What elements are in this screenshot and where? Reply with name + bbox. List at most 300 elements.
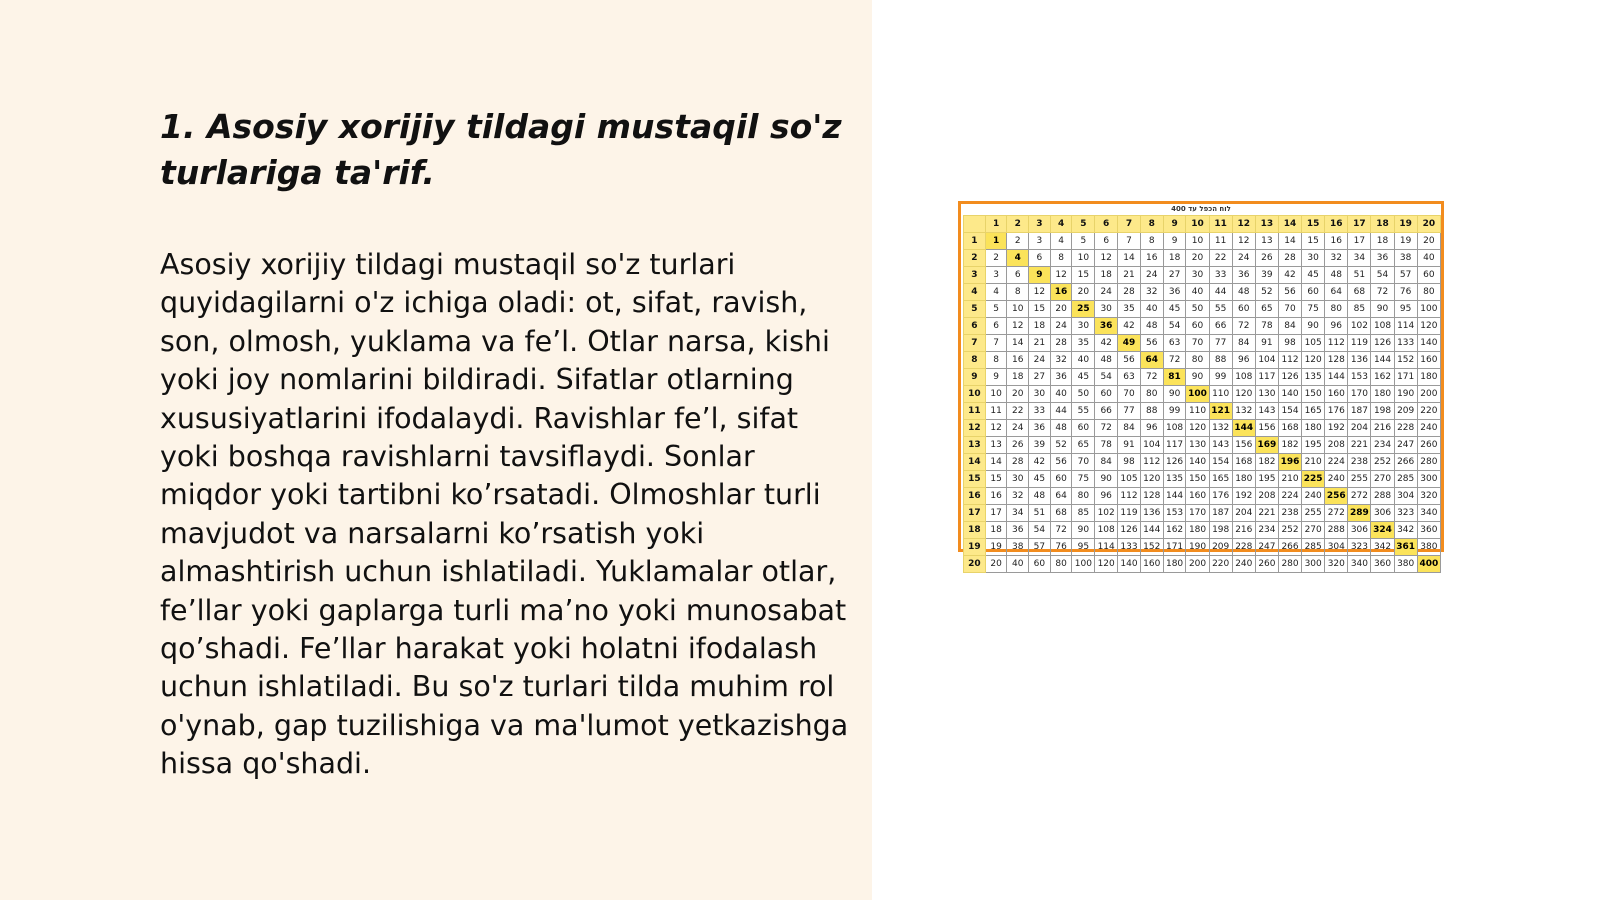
table-cell: 78 <box>1255 318 1278 335</box>
table-cell: 120 <box>1140 471 1163 488</box>
table-cell: 32 <box>1007 488 1029 505</box>
table-cell: 180 <box>1302 420 1325 437</box>
table-cell: 60 <box>1029 556 1051 573</box>
table-cell: 192 <box>1325 420 1348 437</box>
table-cell: 152 <box>1140 539 1163 556</box>
table-cell: 51 <box>1029 505 1051 522</box>
table-cell: 80 <box>1417 284 1440 301</box>
table-cell: 15 <box>1029 301 1051 318</box>
table-cell: 90 <box>1095 471 1118 488</box>
table-cell: 14 <box>985 454 1007 471</box>
table-cell: 21 <box>1118 267 1141 284</box>
table-cell: 75 <box>1072 471 1095 488</box>
table-cell: 153 <box>1163 505 1186 522</box>
table-cell: 255 <box>1348 471 1371 488</box>
table-cell: 35 <box>1072 335 1095 352</box>
table-cell: 12 <box>1095 250 1118 267</box>
table-cell: 228 <box>1394 420 1417 437</box>
table-cell: 4 <box>1007 250 1029 267</box>
table-cell: 216 <box>1232 522 1255 539</box>
table-cell: 165 <box>1302 403 1325 420</box>
table-cell: 21 <box>1029 335 1051 352</box>
table-cell: 70 <box>1118 386 1141 403</box>
table-cell: 209 <box>1209 539 1232 556</box>
table-cell: 110 <box>1209 386 1232 403</box>
table-cell: 40 <box>1072 352 1095 369</box>
table-cell: 136 <box>1348 352 1371 369</box>
table-cell: 221 <box>1348 437 1371 454</box>
table-cell: 240 <box>1417 420 1440 437</box>
table-row-header: 9 <box>964 369 986 386</box>
table-cell: 56 <box>1118 352 1141 369</box>
table-row <box>964 488 1441 505</box>
table-cell: 90 <box>1302 318 1325 335</box>
slide-title: 1. Asosiy xorijiy tildagi mustaqil so'z turlariga ta'rif. <box>160 107 842 192</box>
table-cell: 20 <box>1186 250 1209 267</box>
table-cell: 204 <box>1348 420 1371 437</box>
table-cell: 8 <box>1140 233 1163 250</box>
table-cell: 210 <box>1302 454 1325 471</box>
table-cell: 60 <box>1232 301 1255 318</box>
table-column-header: 2 <box>1007 216 1029 233</box>
table-cell: 84 <box>1232 335 1255 352</box>
table-cell: 95 <box>1072 539 1095 556</box>
table-cell: 323 <box>1394 505 1417 522</box>
table-cell: 108 <box>1371 318 1394 335</box>
table-cell: 91 <box>1255 335 1278 352</box>
table-cell: 80 <box>1140 386 1163 403</box>
table-cell: 220 <box>1209 556 1232 573</box>
table-column-header: 6 <box>1095 216 1118 233</box>
table-cell: 20 <box>1050 301 1072 318</box>
table-cell: 11 <box>1209 233 1232 250</box>
table-cell: 280 <box>1417 454 1440 471</box>
table-row <box>964 267 1441 284</box>
table-cell: 27 <box>1163 267 1186 284</box>
table-cell: 8 <box>985 352 1007 369</box>
table-cell: 40 <box>1050 386 1072 403</box>
table-cell: 64 <box>1325 284 1348 301</box>
table-cell: 260 <box>1417 437 1440 454</box>
table-cell: 156 <box>1232 437 1255 454</box>
table-cell: 10 <box>1186 233 1209 250</box>
table-corner-cell <box>964 216 986 233</box>
table-cell: 84 <box>1118 420 1141 437</box>
table-column-header: 14 <box>1278 216 1301 233</box>
table-row-header: 14 <box>964 454 986 471</box>
table-column-header: 13 <box>1255 216 1278 233</box>
table-cell: 176 <box>1209 488 1232 505</box>
table-cell: 3 <box>985 267 1007 284</box>
table-cell: 130 <box>1255 386 1278 403</box>
table-cell: 136 <box>1140 505 1163 522</box>
table-cell: 8 <box>1050 250 1072 267</box>
table-cell: 168 <box>1232 454 1255 471</box>
table-cell: 48 <box>1140 318 1163 335</box>
table-cell: 160 <box>1417 352 1440 369</box>
table-cell: 51 <box>1348 267 1371 284</box>
table-cell: 112 <box>1118 488 1141 505</box>
table-row-header: 4 <box>964 284 986 301</box>
table-cell: 15 <box>1302 233 1325 250</box>
table-column-header: 4 <box>1050 216 1072 233</box>
table-cell: 114 <box>1394 318 1417 335</box>
table-cell: 15 <box>985 471 1007 488</box>
table-cell: 10 <box>985 386 1007 403</box>
table-cell: 144 <box>1371 352 1394 369</box>
table-cell: 104 <box>1140 437 1163 454</box>
table-cell: 162 <box>1371 369 1394 386</box>
table-cell: 80 <box>1186 352 1209 369</box>
table-cell: 99 <box>1209 369 1232 386</box>
table-cell: 240 <box>1232 556 1255 573</box>
table-cell: 16 <box>985 488 1007 505</box>
table-row-header: 2 <box>964 250 986 267</box>
table-cell: 45 <box>1302 267 1325 284</box>
table-cell: 126 <box>1163 454 1186 471</box>
table-cell: 280 <box>1278 556 1301 573</box>
table-column-header: 5 <box>1072 216 1095 233</box>
table-row <box>964 556 1441 573</box>
table-cell: 26 <box>1007 437 1029 454</box>
table-cell: 70 <box>1278 301 1301 318</box>
table-cell: 285 <box>1394 471 1417 488</box>
table-cell: 60 <box>1050 471 1072 488</box>
table-cell: 70 <box>1072 454 1095 471</box>
table-cell: 24 <box>1140 267 1163 284</box>
table-cell: 54 <box>1029 522 1051 539</box>
table-cell: 96 <box>1095 488 1118 505</box>
table-cell: 238 <box>1278 505 1301 522</box>
table-cell: 72 <box>1371 284 1394 301</box>
table-cell: 361 <box>1394 539 1417 556</box>
table-cell: 120 <box>1186 420 1209 437</box>
table-cell: 36 <box>1163 284 1186 301</box>
table-cell: 9 <box>1029 267 1051 284</box>
table-cell: 95 <box>1394 301 1417 318</box>
table-cell: 180 <box>1417 369 1440 386</box>
table-cell: 208 <box>1325 437 1348 454</box>
table-cell: 225 <box>1302 471 1325 488</box>
table-cell: 272 <box>1348 488 1371 505</box>
table-cell: 228 <box>1232 539 1255 556</box>
table-cell: 64 <box>1050 488 1072 505</box>
table-cell: 162 <box>1163 522 1186 539</box>
table-cell: 112 <box>1140 454 1163 471</box>
table-row <box>964 250 1441 267</box>
table-cell: 45 <box>1163 301 1186 318</box>
table-cell: 18 <box>1163 250 1186 267</box>
table-cell: 45 <box>1029 471 1051 488</box>
table-row-header: 8 <box>964 352 986 369</box>
table-cell: 156 <box>1255 420 1278 437</box>
table-cell: 240 <box>1325 471 1348 488</box>
table-row <box>964 318 1441 335</box>
table-cell: 40 <box>1186 284 1209 301</box>
table-cell: 24 <box>1029 352 1051 369</box>
table-cell: 38 <box>1394 250 1417 267</box>
table-cell: 340 <box>1348 556 1371 573</box>
table-cell: 105 <box>1118 471 1141 488</box>
table-cell: 6 <box>1029 250 1051 267</box>
table-cell: 2 <box>1007 233 1029 250</box>
table-cell: 144 <box>1140 522 1163 539</box>
table-column-header: 8 <box>1140 216 1163 233</box>
table-cell: 27 <box>1029 369 1051 386</box>
slide-body-text: Asosiy xorijiy tildagi mustaqil so'z turlari quyidagilarni o'z ichiga oladi: ot, sifat, ravish, son, olmosh, yuklama va fe’l. Otlar narsa, kishi yoki joy nomlarini bildiradi. Sifatlar otlarning xususiyatlarini ifodalaydi. Ravishlar fe’l, sifat yoki boshqa ravishlarni tavsiflaydi. Sonlar miqdor yoki tartibni ko’rsatadi. Olmoshlar turli mavjudot va narsalarni ko’rsatish yoki almashtirish uchun ishlatiladi. Yuklamalar otlar, fe’llar yoki gaplarga turli ma’no yoki munosabat qo’shadi. Fe’llar harakat yoki holatni ifodalash uchun ishlatiladi. Bu so'z turlari tilda muhim rol o'ynab, gap tuzilishiga va ma'lumot yetkazishga hissa qo'shadi. <box>160 248 849 781</box>
table-cell: 114 <box>1095 539 1118 556</box>
table-cell: 63 <box>1163 335 1186 352</box>
table-cell: 16 <box>1050 284 1072 301</box>
table-cell: 272 <box>1325 505 1348 522</box>
table-cell: 210 <box>1278 471 1301 488</box>
table-cell: 36 <box>1007 522 1029 539</box>
table-cell: 180 <box>1232 471 1255 488</box>
table-cell: 57 <box>1394 267 1417 284</box>
table-cell: 35 <box>1118 301 1141 318</box>
table-cell: 32 <box>1325 250 1348 267</box>
table-cell: 152 <box>1394 352 1417 369</box>
table-cell: 56 <box>1050 454 1072 471</box>
table-cell: 200 <box>1186 556 1209 573</box>
table-cell: 266 <box>1278 539 1301 556</box>
table-cell: 120 <box>1302 352 1325 369</box>
table-cell: 133 <box>1118 539 1141 556</box>
table-cell: 18 <box>985 522 1007 539</box>
table-cell: 42 <box>1095 335 1118 352</box>
table-row <box>964 505 1441 522</box>
table-row <box>964 369 1441 386</box>
table-cell: 12 <box>1007 318 1029 335</box>
table-row-header: 10 <box>964 386 986 403</box>
table-cell: 1 <box>985 233 1007 250</box>
table-cell: 39 <box>1255 267 1278 284</box>
table-cell: 171 <box>1163 539 1186 556</box>
table-cell: 36 <box>1029 420 1051 437</box>
table-cell: 121 <box>1209 403 1232 420</box>
table-cell: 20 <box>1417 233 1440 250</box>
table-cell: 12 <box>1050 267 1072 284</box>
table-cell: 48 <box>1232 284 1255 301</box>
table-cell: 55 <box>1072 403 1095 420</box>
table-cell: 56 <box>1140 335 1163 352</box>
table-row <box>964 352 1441 369</box>
table-cell: 209 <box>1394 403 1417 420</box>
table-cell: 64 <box>1140 352 1163 369</box>
table-cell: 5 <box>985 301 1007 318</box>
table-cell: 28 <box>1278 250 1301 267</box>
table-cell: 72 <box>1050 522 1072 539</box>
table-cell: 72 <box>1163 352 1186 369</box>
table-cell: 182 <box>1278 437 1301 454</box>
table-cell: 169 <box>1255 437 1278 454</box>
table-cell: 102 <box>1348 318 1371 335</box>
table-cell: 120 <box>1095 556 1118 573</box>
table-cell: 54 <box>1163 318 1186 335</box>
table-caption: לוח הכפל עד 400 <box>1171 205 1231 213</box>
table-cell: 110 <box>1186 403 1209 420</box>
table-cell: 84 <box>1278 318 1301 335</box>
table-column-header: 20 <box>1417 216 1440 233</box>
table-cell: 132 <box>1232 403 1255 420</box>
table-cell: 135 <box>1302 369 1325 386</box>
table-cell: 17 <box>1348 233 1371 250</box>
table-cell: 28 <box>1050 335 1072 352</box>
table-cell: 40 <box>1417 250 1440 267</box>
table-cell: 15 <box>1072 267 1095 284</box>
table-cell: 204 <box>1232 505 1255 522</box>
table-cell: 165 <box>1209 471 1232 488</box>
table-cell: 65 <box>1072 437 1095 454</box>
table-cell: 60 <box>1095 386 1118 403</box>
table-cell: 80 <box>1050 556 1072 573</box>
table-cell: 6 <box>985 318 1007 335</box>
table-row-header: 18 <box>964 522 986 539</box>
table-cell: 180 <box>1371 386 1394 403</box>
table-cell: 14 <box>1278 233 1301 250</box>
table-cell: 91 <box>1118 437 1141 454</box>
table-cell: 90 <box>1186 369 1209 386</box>
table-row <box>964 437 1441 454</box>
table-cell: 52 <box>1255 284 1278 301</box>
table-cell: 304 <box>1325 539 1348 556</box>
table-cell: 30 <box>1302 250 1325 267</box>
table-cell: 72 <box>1095 420 1118 437</box>
table-row <box>964 420 1441 437</box>
table-row-header: 6 <box>964 318 986 335</box>
table-cell: 176 <box>1325 403 1348 420</box>
table-cell: 30 <box>1186 267 1209 284</box>
table-cell: 76 <box>1394 284 1417 301</box>
table-row <box>964 471 1441 488</box>
table-row <box>964 522 1441 539</box>
table-cell: 105 <box>1302 335 1325 352</box>
table-row-header: 12 <box>964 420 986 437</box>
table-cell: 260 <box>1255 556 1278 573</box>
table-cell: 119 <box>1348 335 1371 352</box>
table-cell: 42 <box>1029 454 1051 471</box>
table-cell: 100 <box>1417 301 1440 318</box>
table-cell: 195 <box>1302 437 1325 454</box>
table-cell: 160 <box>1140 556 1163 573</box>
table-cell: 30 <box>1029 386 1051 403</box>
table-cell: 48 <box>1095 352 1118 369</box>
table-cell: 140 <box>1186 454 1209 471</box>
table-cell: 18 <box>1007 369 1029 386</box>
table-column-header: 15 <box>1302 216 1325 233</box>
table-cell: 68 <box>1050 505 1072 522</box>
table-cell: 126 <box>1278 369 1301 386</box>
table-cell: 171 <box>1394 369 1417 386</box>
table-cell: 192 <box>1232 488 1255 505</box>
table-row-header: 16 <box>964 488 986 505</box>
table-cell: 140 <box>1417 335 1440 352</box>
table-cell: 48 <box>1050 420 1072 437</box>
table-cell: 400 <box>1417 556 1440 573</box>
table-cell: 98 <box>1278 335 1301 352</box>
table-cell: 38 <box>1007 539 1029 556</box>
table-cell: 36 <box>1232 267 1255 284</box>
table-cell: 102 <box>1095 505 1118 522</box>
table-cell: 26 <box>1255 250 1278 267</box>
table-cell: 13 <box>1255 233 1278 250</box>
table-cell: 30 <box>1095 301 1118 318</box>
table-cell: 143 <box>1209 437 1232 454</box>
table-cell: 76 <box>1050 539 1072 556</box>
table-cell: 120 <box>1417 318 1440 335</box>
table-cell: 24 <box>1050 318 1072 335</box>
table-row <box>964 284 1441 301</box>
table-row-header: 17 <box>964 505 986 522</box>
table-cell: 126 <box>1371 335 1394 352</box>
table-cell: 170 <box>1348 386 1371 403</box>
table-cell: 128 <box>1325 352 1348 369</box>
table-row-header: 11 <box>964 403 986 420</box>
table-cell: 270 <box>1371 471 1394 488</box>
table-cell: 144 <box>1325 369 1348 386</box>
table-cell: 96 <box>1232 352 1255 369</box>
table-cell: 320 <box>1325 556 1348 573</box>
table-cell: 36 <box>1050 369 1072 386</box>
table-cell: 96 <box>1325 318 1348 335</box>
table-cell: 45 <box>1072 369 1095 386</box>
table-row-header: 1 <box>964 233 986 250</box>
table-column-header: 10 <box>1186 216 1209 233</box>
table-column-header: 3 <box>1029 216 1051 233</box>
table-cell: 340 <box>1417 505 1440 522</box>
table-cell: 18 <box>1371 233 1394 250</box>
table-cell: 190 <box>1394 386 1417 403</box>
table-cell: 72 <box>1232 318 1255 335</box>
table-cell: 11 <box>985 403 1007 420</box>
table-cell: 112 <box>1278 352 1301 369</box>
table-cell: 234 <box>1255 522 1278 539</box>
table-column-header: 16 <box>1325 216 1348 233</box>
table-cell: 18 <box>1029 318 1051 335</box>
table-cell: 100 <box>1072 556 1095 573</box>
table-cell: 112 <box>1325 335 1348 352</box>
table-cell: 187 <box>1348 403 1371 420</box>
table-cell: 40 <box>1140 301 1163 318</box>
table-cell: 80 <box>1325 301 1348 318</box>
table-cell: 14 <box>1007 335 1029 352</box>
table-cell: 255 <box>1302 505 1325 522</box>
table-row <box>964 335 1441 352</box>
table-cell: 150 <box>1302 386 1325 403</box>
table-cell: 130 <box>1186 437 1209 454</box>
table-cell: 144 <box>1163 488 1186 505</box>
table-cell: 300 <box>1417 471 1440 488</box>
table-row-header: 7 <box>964 335 986 352</box>
table-column-header: 7 <box>1118 216 1141 233</box>
table-cell: 20 <box>985 556 1007 573</box>
table-cell: 63 <box>1118 369 1141 386</box>
table-cell: 180 <box>1186 522 1209 539</box>
table-row-header: 19 <box>964 539 986 556</box>
table-cell: 90 <box>1163 386 1186 403</box>
table-cell: 182 <box>1255 454 1278 471</box>
table-cell: 54 <box>1095 369 1118 386</box>
table-cell: 25 <box>1072 301 1095 318</box>
table-cell: 133 <box>1394 335 1417 352</box>
table-cell: 50 <box>1072 386 1095 403</box>
table-cell: 5 <box>1072 233 1095 250</box>
table-cell: 68 <box>1348 284 1371 301</box>
table-cell: 240 <box>1302 488 1325 505</box>
table-row <box>964 454 1441 471</box>
table-cell: 36 <box>1095 318 1118 335</box>
table-cell: 198 <box>1371 403 1394 420</box>
